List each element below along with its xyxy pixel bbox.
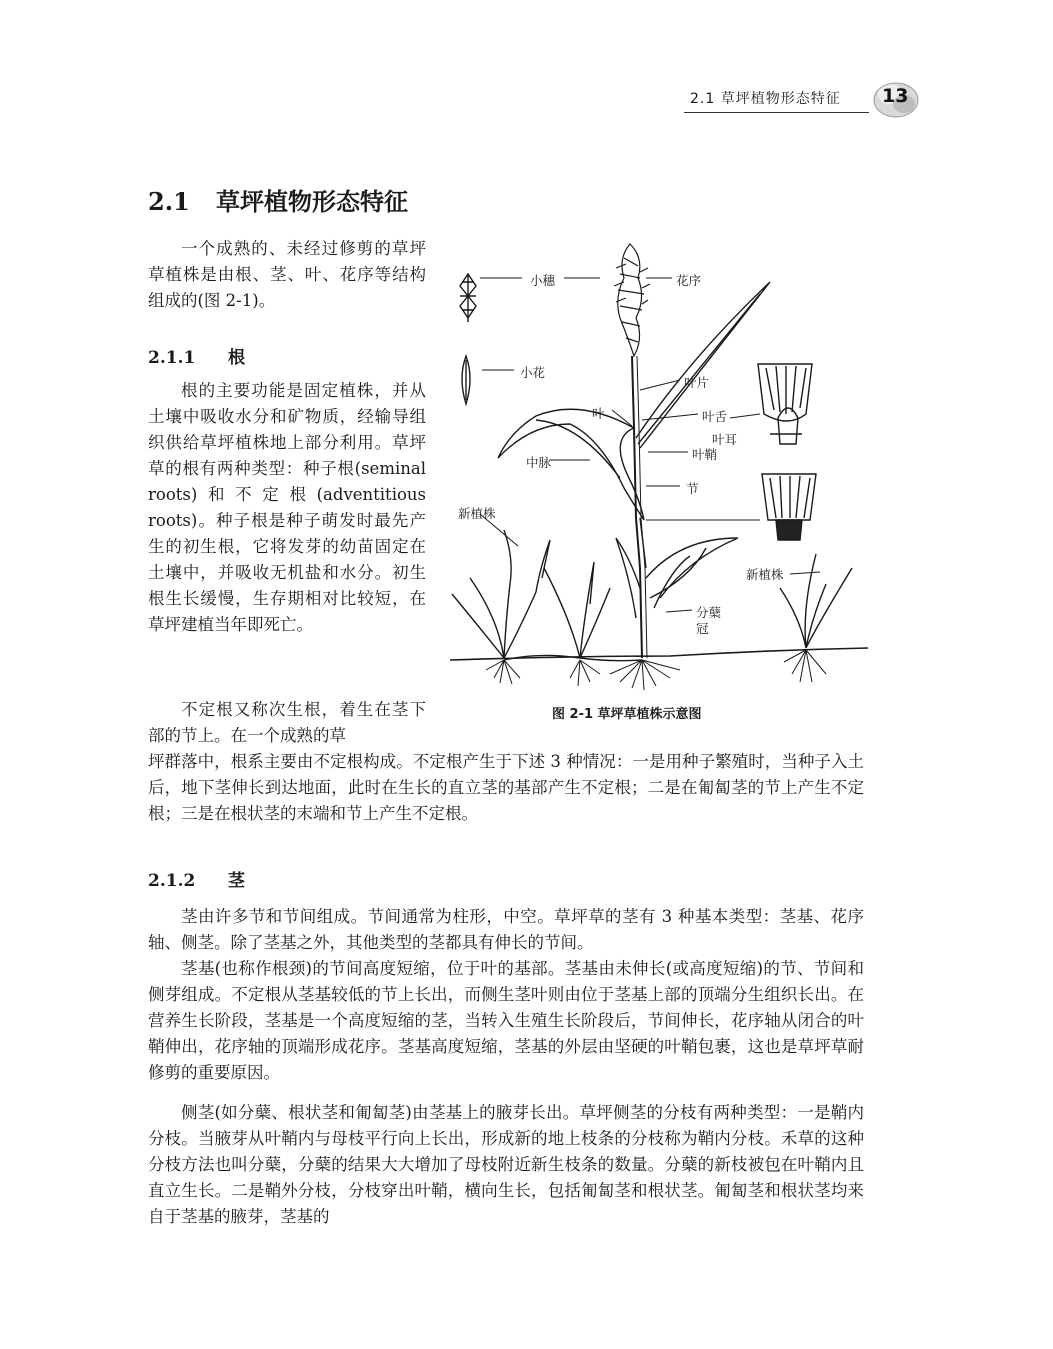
subsection-number: 2.1.2 <box>148 871 196 891</box>
subsection-title-text: 根 <box>228 348 245 368</box>
subsection-number: 2.1.1 <box>148 348 196 368</box>
page-number-badge <box>868 78 920 120</box>
grass-plant-illustration <box>440 238 880 693</box>
subsection-root-title <box>148 343 245 368</box>
running-title: 2.1 草坪植物形态特征 <box>690 91 841 107</box>
intro-paragraph: 一个成熟的、未经过修剪的草坪草植株是由根、茎、叶、花序等结构组成的(图 2-1)。 <box>148 239 426 310</box>
section-title-text: 草坪植物形态特征 <box>216 187 408 216</box>
page-number: 13 <box>882 85 909 107</box>
subsection-stem-title <box>148 866 245 891</box>
grass-plant-figure <box>440 238 880 693</box>
label-auricle: 叶耳 <box>712 432 738 447</box>
label-node: 节 <box>686 481 699 496</box>
node-detail-drawing <box>762 474 816 540</box>
header-rule <box>684 112 869 113</box>
label-inflorescence: 花序 <box>676 273 702 288</box>
root-paragraph-2a: 不定根又称次生根，着生在茎下部的节上。在一个成熟的草 <box>148 700 426 745</box>
label-new-plant-right: 新植株 <box>746 567 784 582</box>
label-tiller: 分蘖 <box>696 605 722 620</box>
label-ligule: 叶舌 <box>702 409 728 424</box>
section-title <box>148 182 408 217</box>
section-number: 2.1 <box>148 187 190 216</box>
stem-paragraph-1: 茎由许多节和节间组成。节间通常为柱形，中空。草坪草的茎有 3 种基本类型：茎基、花序轴、侧茎。除了茎基之外，其他类型的茎都具有伸长的节间。 <box>148 907 864 952</box>
running-header <box>690 88 841 108</box>
stem-paragraph-2: 茎基(也称作根颈)的节间高度短缩，位于叶的基部。茎基由未伸长(或高度短缩)的节、节间和侧芽组成。不定根从茎基较低的节上长出，而侧生茎叶则由位于茎基上部的顶端分生组织长出。在营养生长阶段，茎基是一个高度短缩的茎，当转入生殖生长阶段后，节间伸长，花序轴从闭合的叶鞘伸出，花序轴的顶端形成花序。茎基高度短缩，茎基的外层由坚硬的叶鞘包裹，这也是草坪草耐修剪的重要原因。 <box>148 959 864 1082</box>
subsection-title-text: 茎 <box>228 871 245 891</box>
stem-paragraph-3: 侧茎(如分蘖、根状茎和匍匐茎)由茎基上的腋芽长出。草坪侧茎的分枝有两种类型：一是鞘内分枝。当腋芽从叶鞘内与母枝平行向上长出，形成新的地上枝条的分枝称为鞘内分枝。禾草的这种分枝方法也叫分蘖，分蘖的结果大大增加了母枝附近新生枝条的数量。分蘖的新枝被包在叶鞘内且直立生长。二是鞘外分枝，分枝穿出叶鞘，横向生长，包括匍匐茎和根状茎。匍匐茎和根状茎均来自于茎基的腋芽，茎基的 <box>148 1103 864 1226</box>
label-crown: 冠 <box>696 621 709 636</box>
root-paragraph-1: 根的主要功能是固定植株，并从土壤中吸收水分和矿物质，经输导组织供给草坪植株地上部分利用。草坪草的根有两种类型：种子根(seminal roots)和不定根(adventitious roots)。种子根是种子萌发时最先产生的初生根，它将发芽的幼苗固定在土壤中，并吸收无机盐和水分。初生根生长缓慢，生存期相对比较短，在草坪建植当年即死亡。 <box>148 381 426 634</box>
label-midrib: 中脉 <box>526 455 552 470</box>
spikelet-drawing <box>460 274 476 322</box>
ligule-detail-drawing <box>758 364 812 444</box>
label-floret: 小花 <box>520 365 546 380</box>
label-new-plant-left: 新植株 <box>458 506 496 521</box>
root-paragraph-2b: 坪群落中，根系主要由不定根构成。不定根产生于下述 3 种情况：一是用种子繁殖时，当种子入土后，地下茎伸长到达地面，此时在生长的直立茎的基部产生不定根；二是在匍匐茎的节上产生不定根；三是在根状茎的末端和节上产生不定根。 <box>148 752 864 823</box>
figure-caption: 图 2-1 草坪草植株示意图 <box>552 707 702 722</box>
label-leaf: 叶 <box>592 406 605 421</box>
label-blade: 叶片 <box>684 375 710 390</box>
label-sheath: 叶鞘 <box>692 447 718 462</box>
label-spikelet: 小穗 <box>530 273 556 288</box>
inflorescence-drawing <box>614 244 650 356</box>
